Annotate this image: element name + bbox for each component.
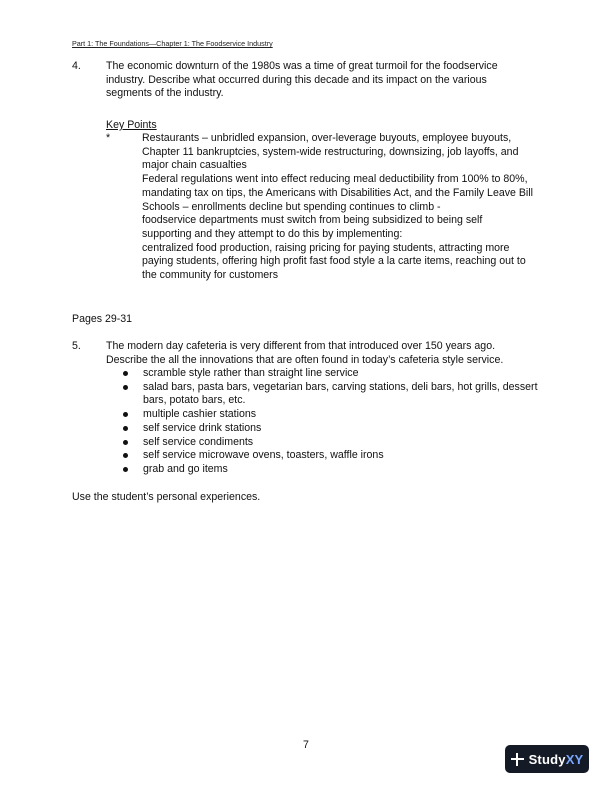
question-4-prompt: The economic downturn of the 1980s was a time of great turmoil for the foodservice industry. Describe what occurred during this decade and its impact on the various segments of the industry. [106,60,498,100]
key-point: Federal regulations went into effect reducing meal deductibility from 100% to 80%, mandating tax on tips, the Americans with Disabilities Act, and the Family Leave Bill [142,173,533,199]
list-item [120,367,540,381]
closing-note: Use the student’s personal experiences. [72,491,261,503]
bullet-icon [123,467,128,472]
list-item-text: salad bars, pasta bars, vegetarian bars, carving stations, deli bars, hot grills, dessert bars, potato bars, etc. [143,380,538,407]
pages-reference: Pages 29-31 [72,313,133,325]
question-5-prompt: The modern day cafeteria is very different from that introduced over 150 years ago. Describe the all the innovations that are often found in today’s cafeteria style service. [106,340,504,366]
key-points-heading: Key Points [106,119,157,131]
brand-logo-text [529,752,584,767]
key-point: centralized food production, raising pricing for paying students, attracting more paying students, offering high profit fast food style a la carte items, reaching out to the community for customers [142,241,526,282]
page-number: 7 [303,739,309,751]
list-item [120,408,540,422]
bullet-icon [123,371,128,376]
list-item [120,463,540,477]
bullet-icon [123,440,128,445]
key-points-marker: * [106,132,111,144]
question-5-number: 5. [72,340,81,352]
running-header: Part 1: The Foundations—Chapter 1: The Foodservice Industry [72,39,273,48]
bullet-icon [123,385,128,390]
key-point: Schools – enrollments decline but spending continues to climb - [142,200,441,213]
brand-main: Study [528,751,566,767]
list-item-text: self service condiments [143,435,254,448]
key-point: foodservice departments must switch from being subsidized to being self supporting and they attempt to do this by implementing: [142,214,483,240]
list-item [120,422,540,436]
list-item [120,449,540,463]
brand-accent: XY [565,751,584,767]
bullet-icon [123,426,128,431]
key-points-list [142,132,534,283]
list-item [120,436,540,450]
innovations-list [120,367,540,477]
bullet-icon [123,453,128,458]
key-point: Restaurants – unbridled expansion, over-leverage buyouts, employee buyouts, Chapter 11 bankruptcies, system-wide restructuring, downsizing, job layoffs, and major chain casualties [142,132,519,172]
bullet-icon [123,412,128,417]
list-item [120,381,540,408]
list-item-text: self service drink stations [143,421,262,434]
list-item-text: self service microwave ovens, toasters, waffle irons [143,449,384,462]
list-item-text: grab and go items [143,462,228,475]
list-item-text: scramble style rather than straight line service [143,367,359,379]
studyxy-badge[interactable] [505,745,589,773]
question-4-number: 4. [72,60,81,72]
plus-icon [511,753,524,766]
list-item-text: multiple cashier stations [143,408,257,421]
